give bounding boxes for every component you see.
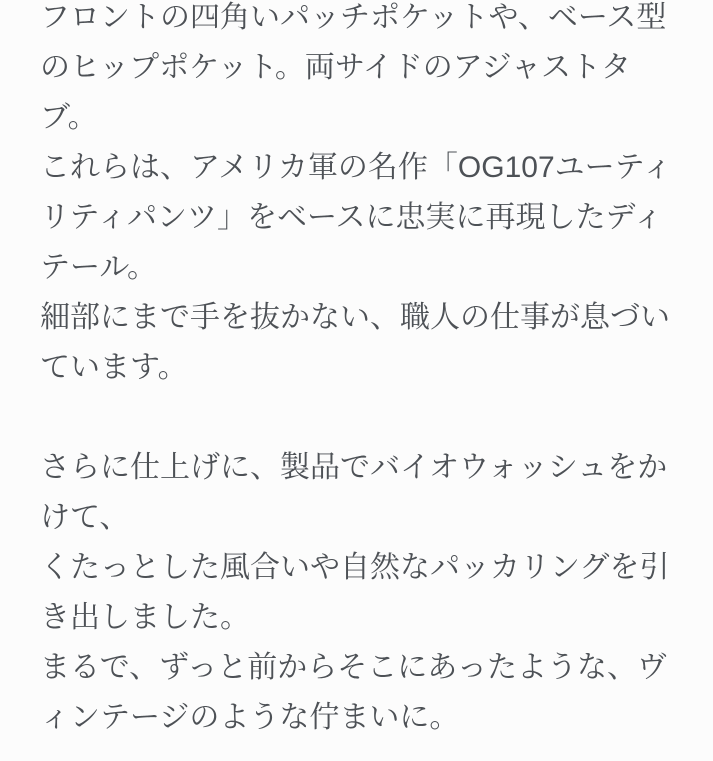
text-line: さらに仕上げに、製品でバイオウォッシュをか	[40, 451, 668, 484]
text-line: のヒップポケット。両サイドのアジャストタ	[40, 51, 631, 84]
text-line: ブ。	[40, 101, 98, 134]
blank-line	[40, 393, 695, 443]
text-line: これらは、アメリカ軍の名作「OG107ユーティ	[40, 151, 673, 184]
text-line: フロントの四角いパッチポケットや、ベース型	[40, 1, 667, 34]
text-line: ています。	[40, 351, 188, 384]
text-line: まるで、ずっと前からそこにあったような、ヴ	[40, 651, 667, 684]
document-body	[40, 0, 695, 743]
text-line: テール。	[40, 251, 157, 284]
text-line: けて、	[40, 501, 130, 534]
text-line: 細部にまで手を抜かない、職人の仕事が息づい	[40, 301, 670, 334]
text-line: ィンテージのような佇まいに。	[40, 701, 460, 734]
text-line: リティパンツ」をベースに忠実に再現したディ	[40, 201, 664, 234]
text-line: くたっとした風合いや自然なパッカリングを引	[40, 551, 670, 584]
text-line: き出しました。	[40, 601, 250, 634]
